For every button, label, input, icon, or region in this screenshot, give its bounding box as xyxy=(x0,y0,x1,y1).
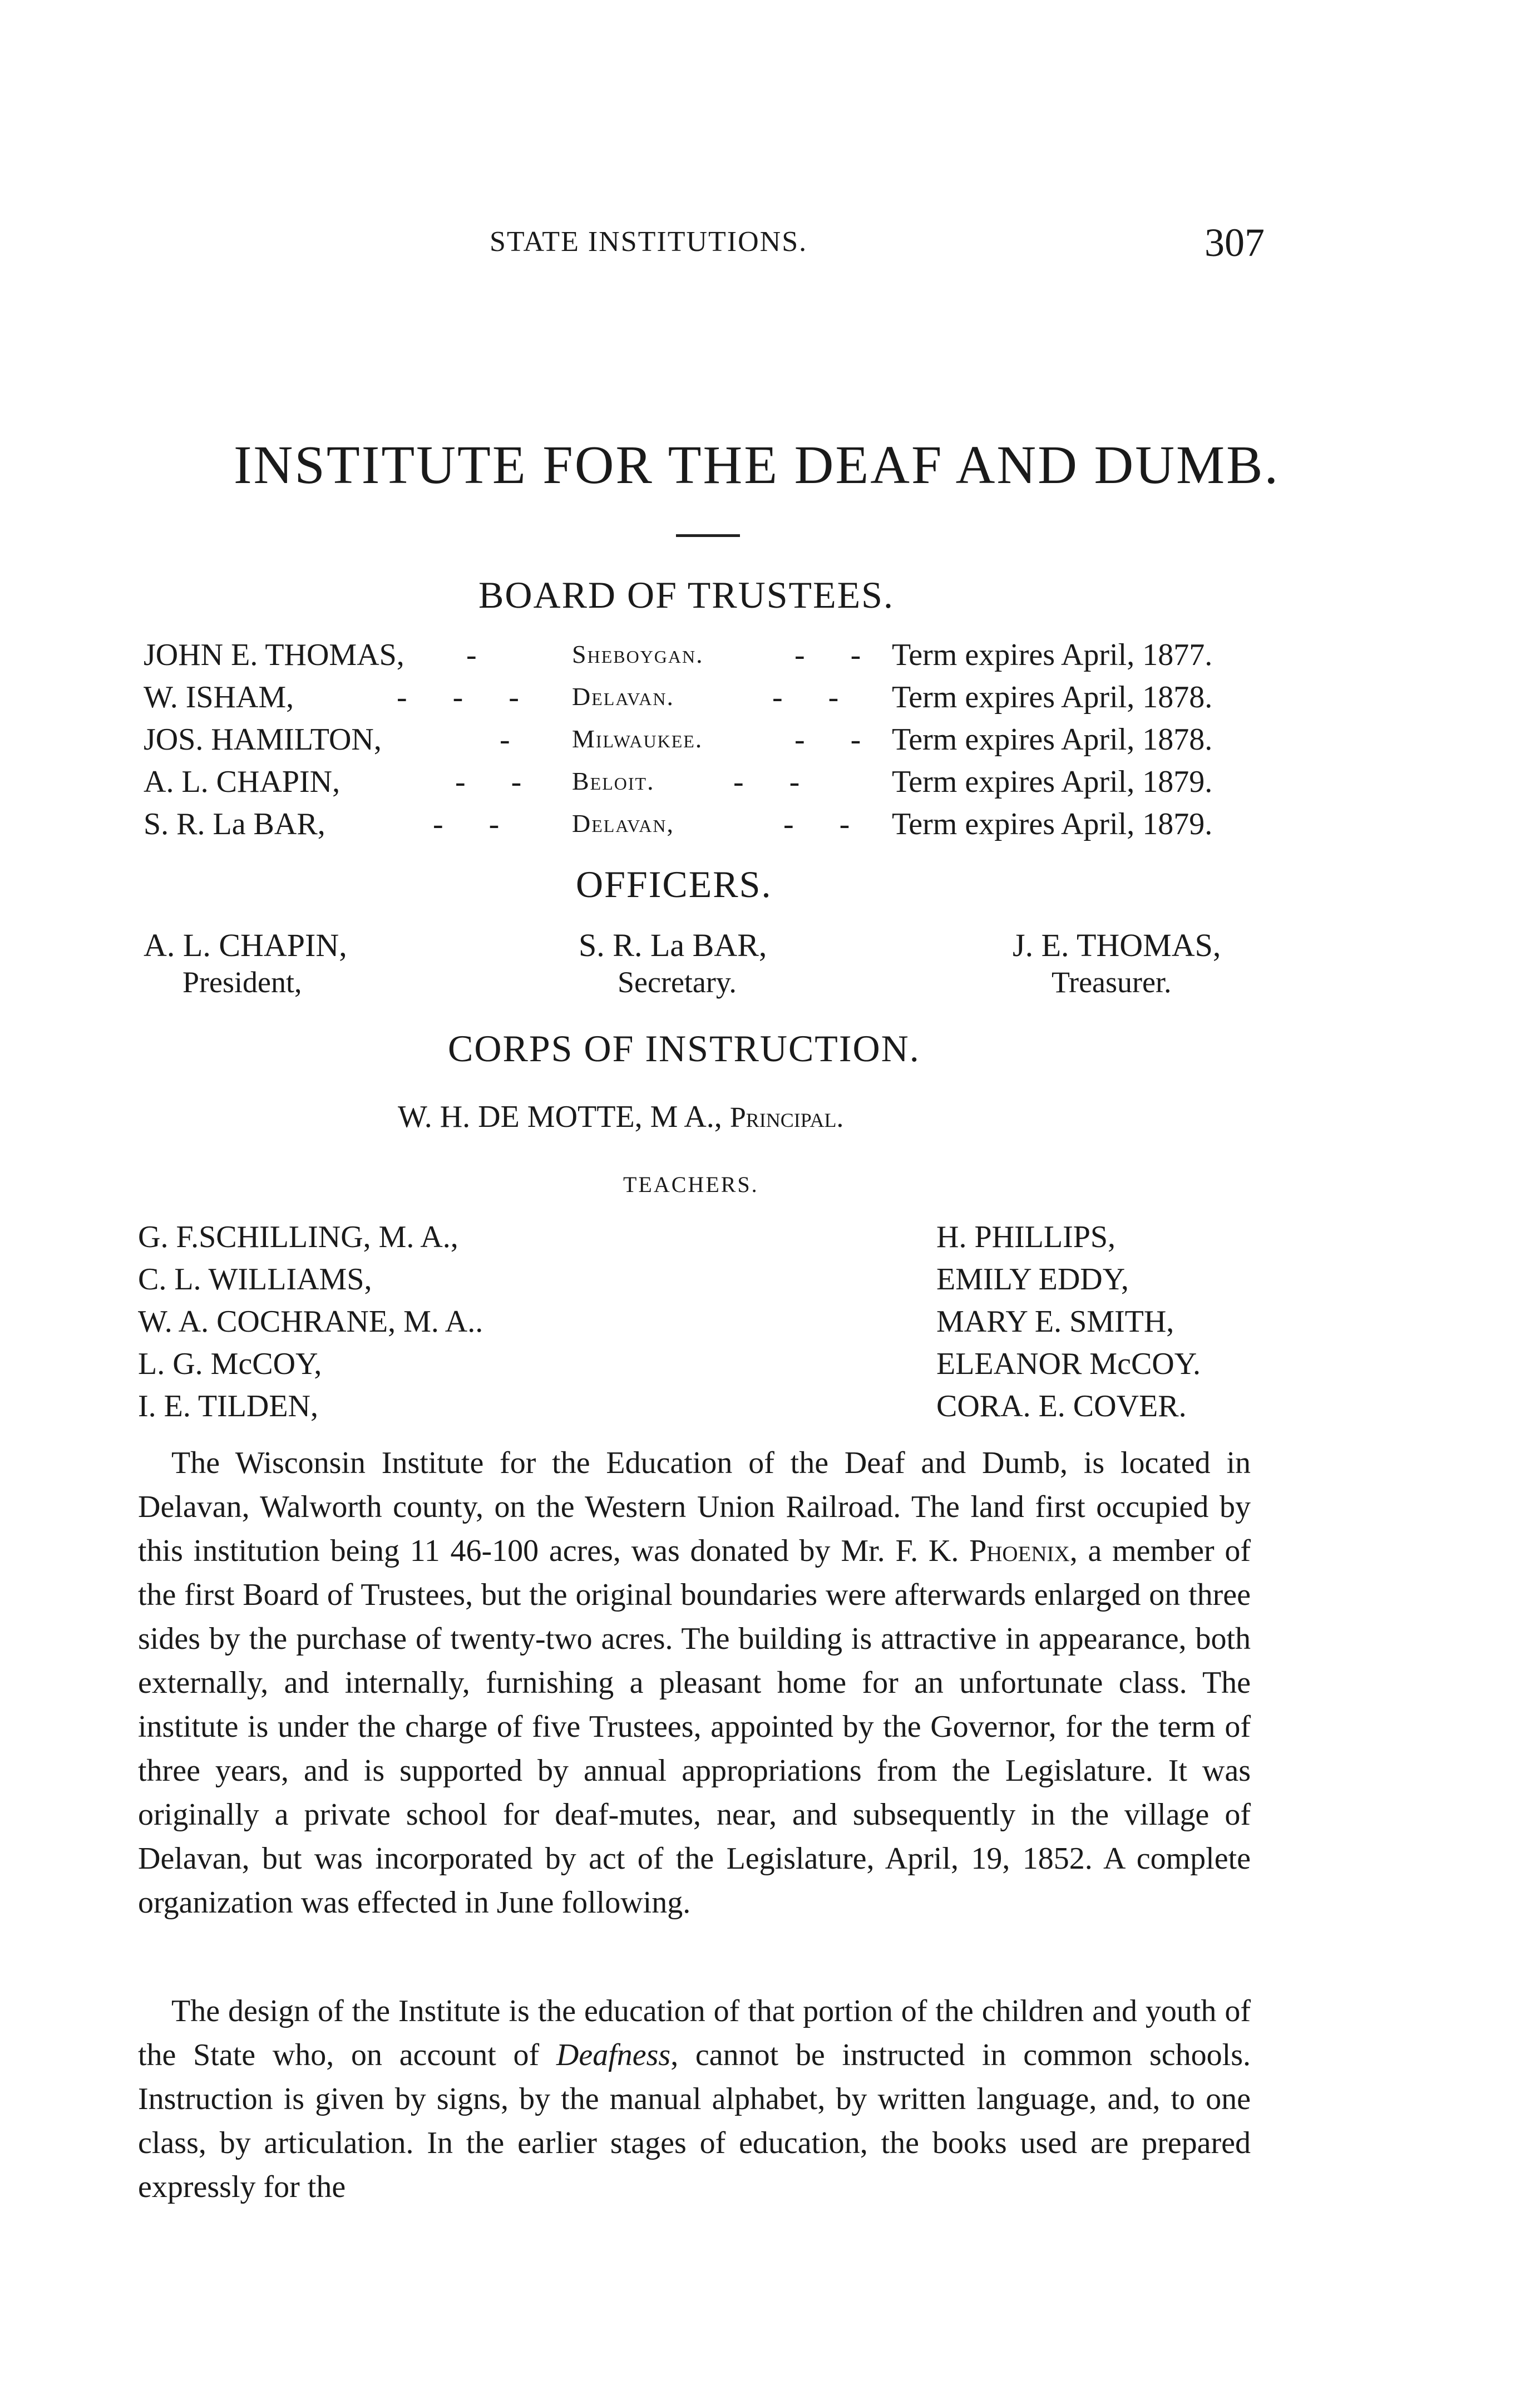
teacher-name: H. PHILLIPS, xyxy=(936,1220,1116,1254)
leader-dashes: - xyxy=(466,638,496,672)
running-head: STATE INSTITUTIONS. xyxy=(490,226,808,258)
officer-name: S. R. La BAR, xyxy=(579,927,767,963)
leader-dashes: - - xyxy=(733,765,819,799)
trustee-place: Delavan. xyxy=(572,682,675,711)
body-paragraph-design xyxy=(138,1989,1251,2209)
trustee-place: Delavan, xyxy=(572,809,675,838)
leader-dashes: - - xyxy=(783,807,869,841)
trustee-name: A. L. CHAPIN, xyxy=(144,765,340,799)
principal-title: Principal. xyxy=(729,1102,844,1134)
officer-secretary xyxy=(579,927,767,999)
paragraph-text: The design of the Institute is the education of that portion of the children and youth of the State who, on account of xyxy=(138,1994,1251,2072)
body-paragraph-location xyxy=(138,1441,1251,1925)
principal-line xyxy=(398,1099,843,1135)
leader-dashes: - - xyxy=(433,807,519,841)
trustee-term: Term expires April, 1878. xyxy=(892,722,1213,757)
leader-dashes: - - xyxy=(772,680,858,715)
leader-dashes: - - xyxy=(794,638,880,672)
officers-heading: OFFICERS. xyxy=(576,863,772,905)
trustee-term: Term expires April, 1877. xyxy=(892,638,1213,672)
teacher-name: G. F.SCHILLING, M. A., xyxy=(138,1220,458,1254)
trustee-place: Milwaukee. xyxy=(572,725,703,753)
trustee-name: JOHN E. THOMAS, xyxy=(144,638,404,672)
leader-dashes: - - xyxy=(794,722,880,757)
teacher-name: ELEANOR McCOY. xyxy=(936,1347,1201,1381)
trustee-place: Sheboygan. xyxy=(572,640,704,668)
teacher-name: MARY E. SMITH, xyxy=(936,1304,1174,1339)
trustee-name: S. R. La BAR, xyxy=(144,807,325,841)
emphasis-text: Deafness xyxy=(556,2038,671,2072)
page-title: INSTITUTE FOR THE DEAF AND DUMB. xyxy=(233,435,1280,495)
officer-treasurer xyxy=(1013,927,1221,999)
page-number: 307 xyxy=(1205,220,1265,265)
trustee-place: Beloit. xyxy=(572,767,655,795)
teacher-name: I. E. TILDEN, xyxy=(138,1389,318,1423)
donor-name: Phoenix xyxy=(969,1534,1070,1568)
trustee-term: Term expires April, 1879. xyxy=(892,765,1213,799)
teacher-name: C. L. WILLIAMS, xyxy=(138,1262,372,1297)
officer-title: Treasurer. xyxy=(1052,965,1172,999)
teachers-right-column xyxy=(936,1216,1201,1427)
board-heading: BOARD OF TRUSTEES. xyxy=(478,574,894,616)
trustee-name: JOS. HAMILTON, xyxy=(144,722,382,757)
teacher-name: CORA. E. COVER. xyxy=(936,1389,1187,1423)
leader-dashes: - - - xyxy=(397,680,538,715)
trustee-term: Term expires April, 1879. xyxy=(892,807,1213,841)
teacher-name: EMILY EDDY, xyxy=(936,1262,1129,1297)
officer-name: A. L. CHAPIN, xyxy=(144,927,347,963)
principal-name: W. H. DE MOTTE, M A., xyxy=(398,1100,722,1134)
teachers-left-column xyxy=(138,1216,483,1427)
title-rule xyxy=(676,534,740,537)
teacher-name: L. G. McCOY, xyxy=(138,1347,322,1381)
leader-dashes: - - xyxy=(455,765,541,799)
corps-heading: CORPS OF INSTRUCTION. xyxy=(448,1027,920,1070)
paragraph-text: The Wisconsin Institute for the Education of the Deaf and Dumb, is located in Delavan, Walworth county, on the Western Union Railroad. The land first occupied by this institution being 11 46-100 acres, was donated by Mr. F. K. xyxy=(138,1446,1251,1568)
trustee-name: W. ISHAM, xyxy=(144,680,294,715)
teacher-name: W. A. COCHRANE, M. A.. xyxy=(138,1304,483,1339)
officer-title: President, xyxy=(182,965,302,999)
teachers-heading: TEACHERS. xyxy=(623,1172,759,1197)
officer-title: Secretary. xyxy=(618,965,737,999)
paragraph-text: , a member of the first Board of Trustees, but the original boundaries were afterwards enlarged on three sides by the purchase of twenty-two acres. The building is attractive in appearance, both externally, and internally, furnishing a pleasant home for an unfortunate class. The institute is under the charge of five Trustees, appointed by the Governor, for the term of three years, and is supported by annual appropriations from the Legislature. It was originally a private school for deaf-mutes, near, and subsequently in the village of Delavan, but was incorporated by act of the Legislature, April, 19, 1852. A complete organization was effected in June following. xyxy=(138,1534,1251,1920)
leader-dashes: - xyxy=(500,722,529,757)
paragraph-text: , cannot be instructed in common schools. Instruction is given by signs, by the manual alphabet, by written language, and, to one class, by articulation. In the earlier stages of education, the books used are prepared expressly for the xyxy=(138,2038,1251,2204)
officer-president xyxy=(144,927,347,999)
trustee-term: Term expires April, 1878. xyxy=(892,680,1213,715)
officer-name: J. E. THOMAS, xyxy=(1013,927,1221,963)
